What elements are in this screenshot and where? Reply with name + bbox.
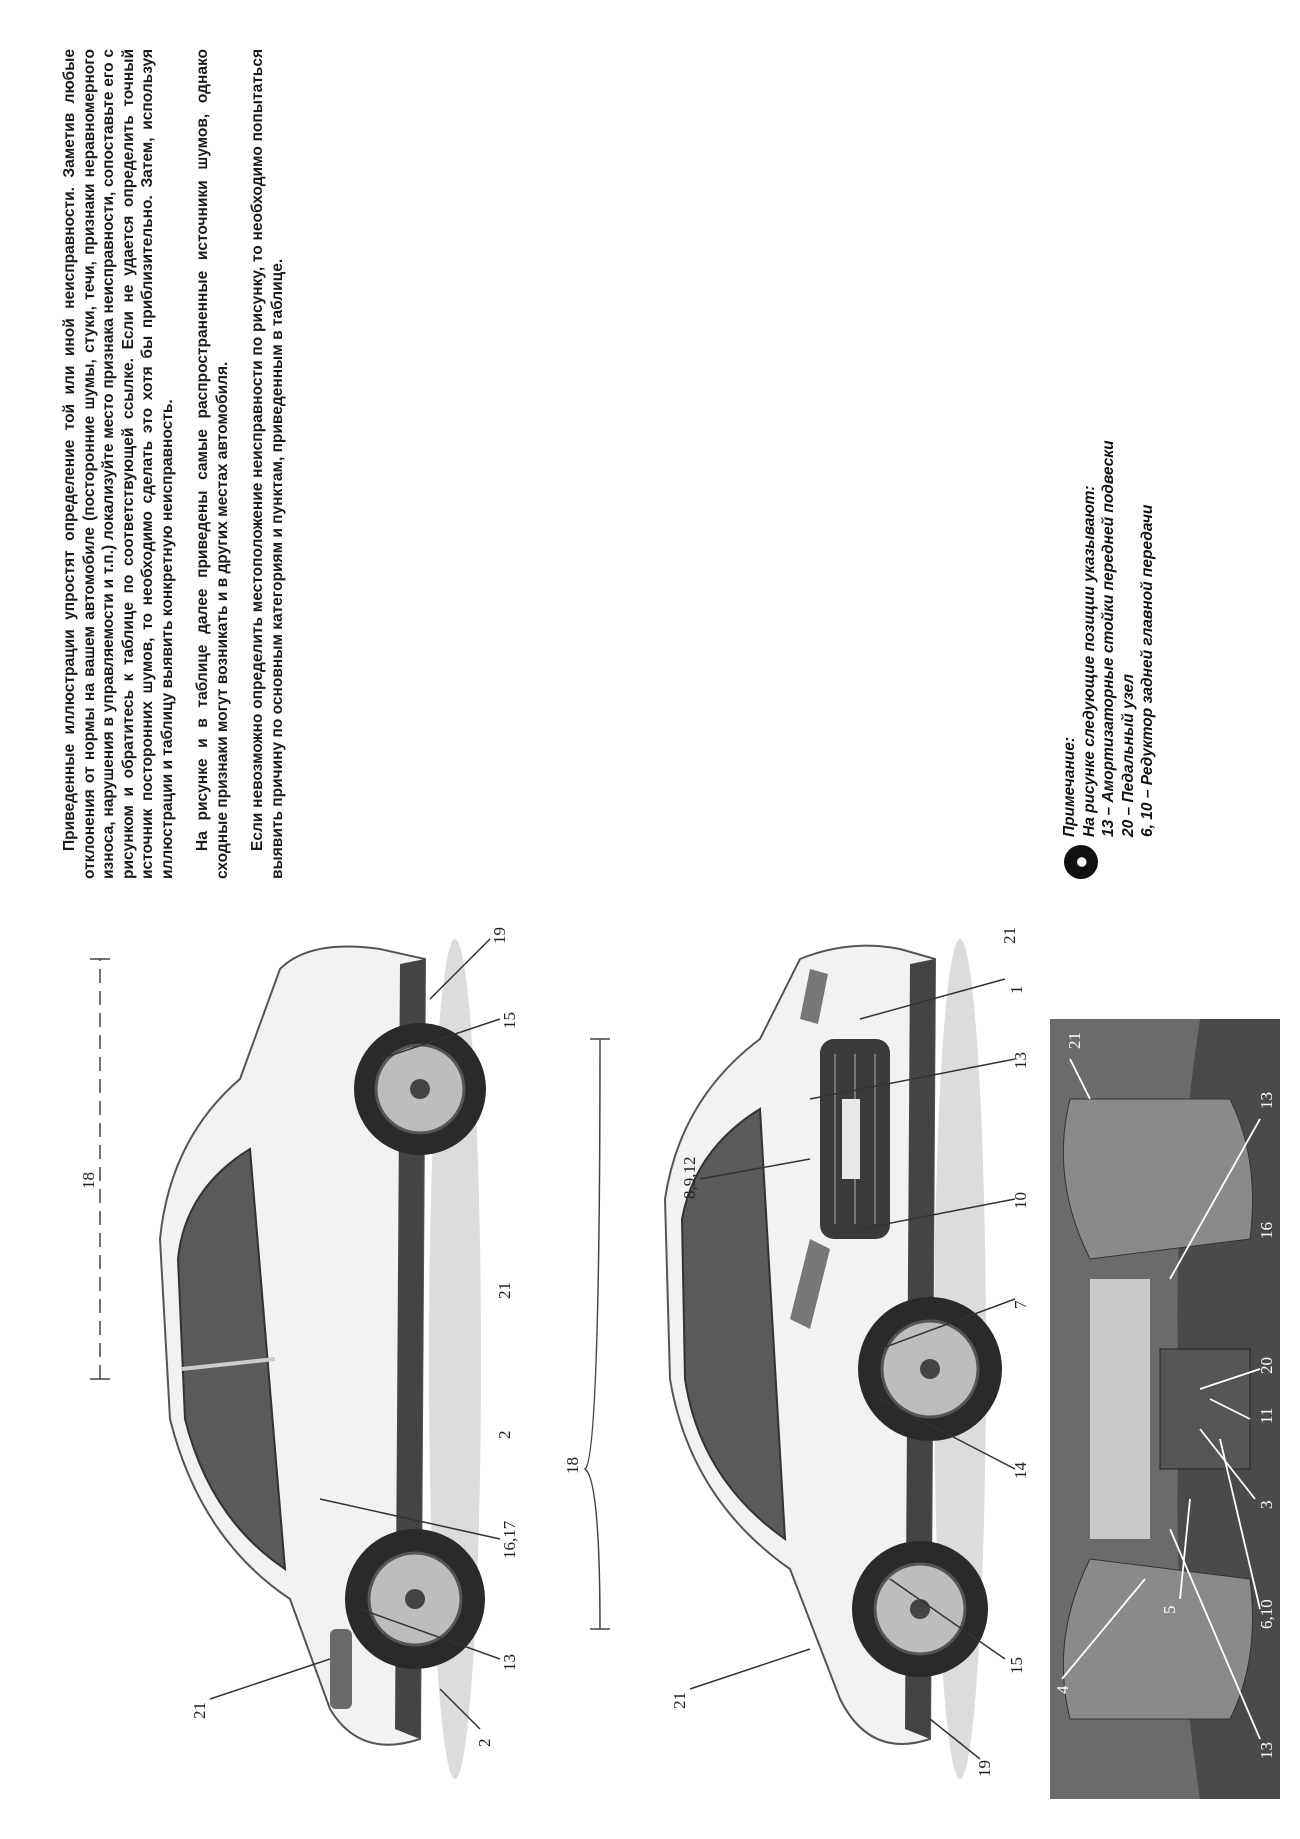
callout-4: 4 (1053, 1685, 1072, 1694)
paragraph-3: Если невозможно определить местоположение неисправности по рисунку, то необходимо попытаться выявить причину по основным категориям и пунктам, приведенным в таблице. (249, 49, 286, 879)
note-block (1060, 279, 1180, 879)
callout-21b: 21 (495, 1282, 514, 1299)
intro-text (60, 49, 286, 879)
car-rear-view-figure (60, 919, 520, 1799)
note-line-6-10: 6, 10 – Редуктор задней главной передачи (1139, 504, 1156, 837)
callout-3: 3 (1257, 1500, 1276, 1509)
rear-wheel (345, 1529, 485, 1669)
callout-16: 16 (1257, 1222, 1276, 1239)
callout-19: 19 (490, 927, 509, 944)
callout-10: 10 (1011, 1192, 1030, 1209)
front-wheel (354, 1023, 486, 1155)
callout-14: 14 (1011, 1462, 1030, 1479)
callout-1: 1 (1007, 985, 1026, 994)
front-wheel-front-view (858, 1297, 1002, 1441)
callout-11: 11 (1257, 1407, 1276, 1424)
note-line-13: 13 – Амортизаторные стойки передней подвески (1100, 440, 1117, 837)
callout-21: 21 (670, 1692, 689, 1709)
callout-13: 13 (500, 1654, 519, 1671)
note-title: Примечание: (1061, 736, 1078, 837)
callout-13: 13 (1011, 1052, 1030, 1069)
callout-16-17: 16,17 (500, 1520, 519, 1559)
callout-18: 18 (563, 1457, 582, 1474)
callout-18: 18 (79, 1172, 98, 1189)
callout-6-10: 6,10 (1257, 1599, 1276, 1629)
note-line-20: 20 – Педальный узел (1119, 673, 1137, 837)
car-rear-illustration (60, 919, 520, 1799)
callout-20: 20 (1257, 1357, 1276, 1374)
callout-21: 21 (190, 1702, 209, 1719)
callout-7: 7 (1011, 1300, 1030, 1309)
rear-wheel-front-view (852, 1541, 988, 1677)
paragraph-1: Приведенные иллюстрации упростят определение той или иной неисправности. Заметив любые отклонения от нормы на вашем автомобиле (посторонние шумы, стуки, течи, признаки неравномерного износа, нарушения в управляемости и т.п.) локализуйте место признака неисправности, сопоставьте его с рисунком и обратитесь к таблице по соответствующей ссылке. Если не удается определить точный источник посторонних шумов, то необходимо сделать это хотя бы приблизительно. Затем, используя иллюстрации и таблицу выявить конкретную неисправность. (61, 49, 176, 879)
car-front-illustration (560, 919, 1030, 1799)
callout-2: 2 (475, 1738, 494, 1747)
callout-19: 19 (975, 1760, 994, 1777)
callout-5: 5 (1160, 1605, 1179, 1614)
callout-8-9-12: 8,9,12 (680, 1156, 699, 1199)
note-intro: На рисунке следующие позиции указывают: (1080, 485, 1098, 837)
callout-15: 15 (1007, 1657, 1026, 1674)
callout-2b: 2 (495, 1430, 514, 1439)
callout-21b: 21 (1000, 927, 1019, 944)
callout-13b: 13 (1257, 1092, 1276, 1109)
interior-view-figure (1050, 1019, 1280, 1799)
callout-13: 13 (1257, 1742, 1276, 1759)
interior-illustration (1050, 1019, 1280, 1799)
car-front-view-figure (560, 919, 1030, 1799)
lightbulb-icon: ● (1064, 845, 1098, 879)
paragraph-2: На рисунке и в таблице далее приведены самые распространенные источники шумов, однако сходные признаки могут возникать и в других местах автомобиля. (194, 49, 231, 879)
callout-21: 21 (1065, 1032, 1084, 1049)
callout-15: 15 (500, 1012, 519, 1029)
